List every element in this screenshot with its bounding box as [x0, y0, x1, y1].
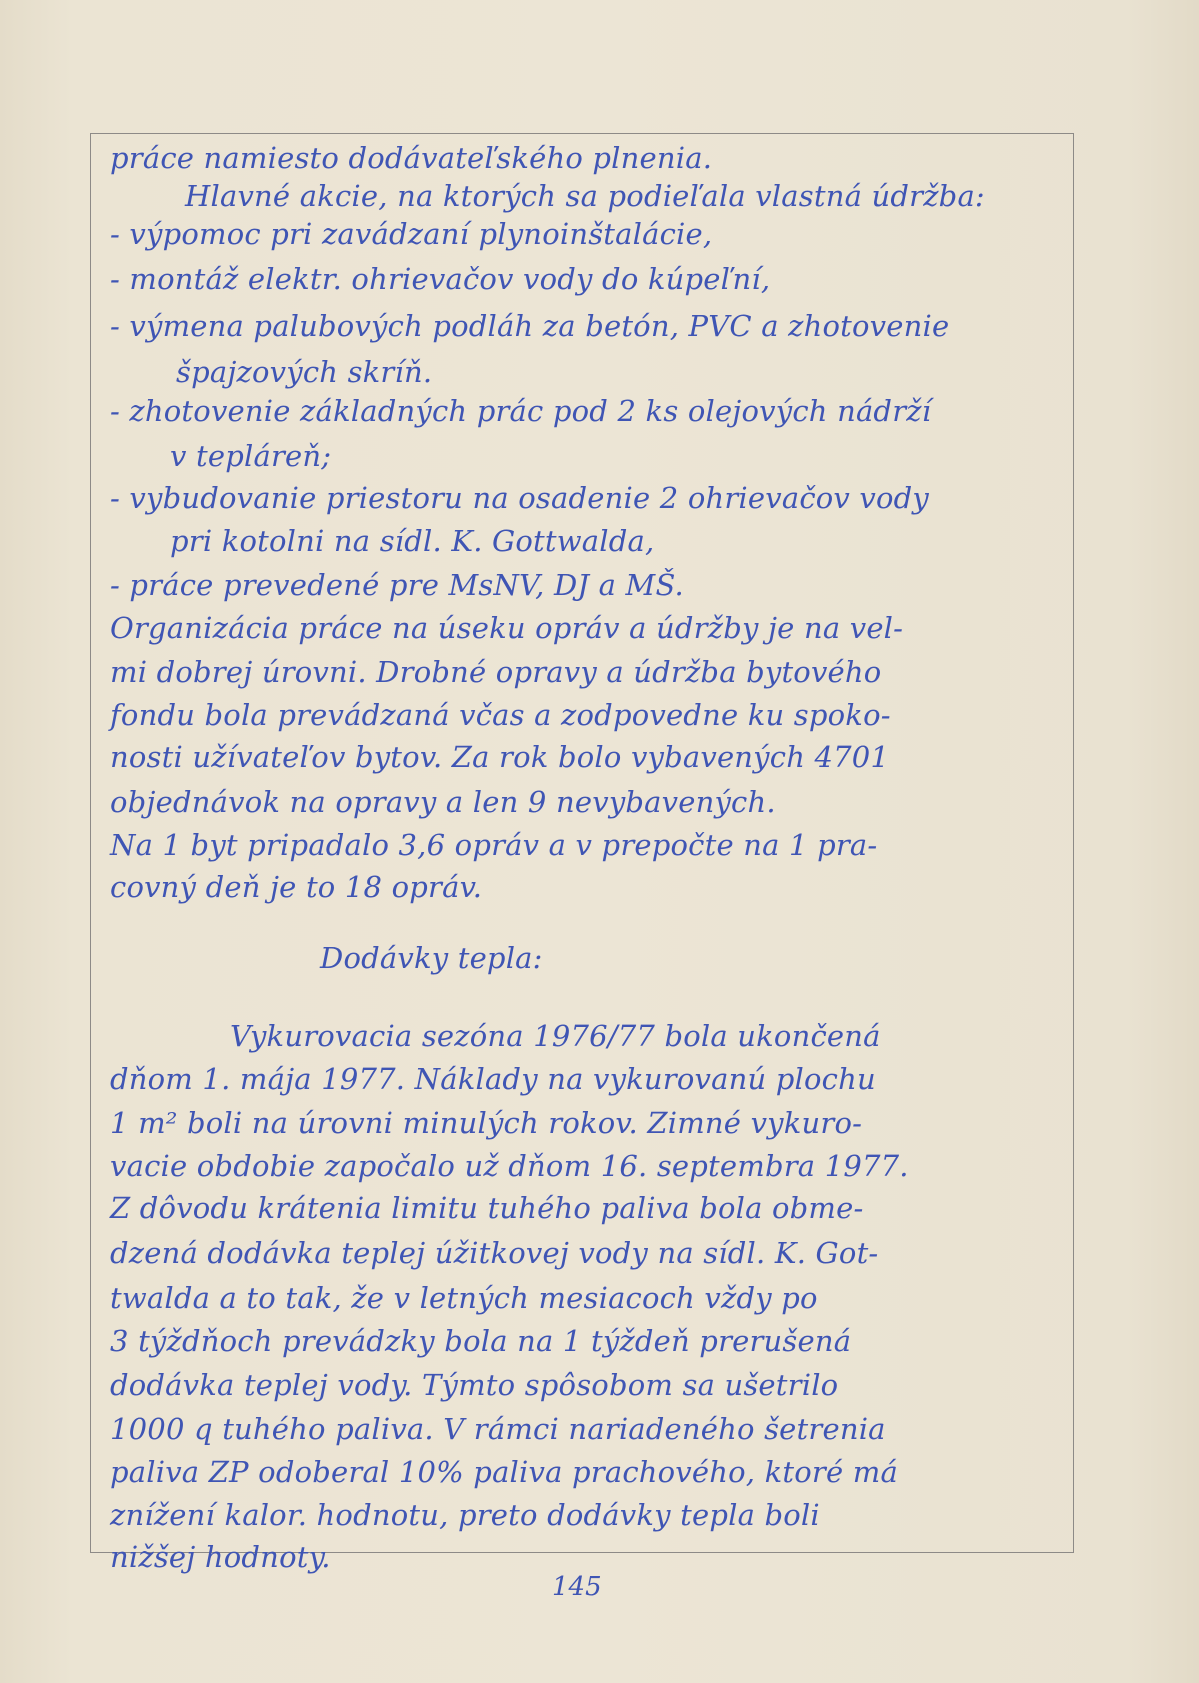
text-line: práce namiesto dodávateľského plnenia. [110, 141, 713, 175]
text-line: 1000 q tuhého paliva. V rámci nariadeného šetrenia [110, 1412, 886, 1446]
text-line: covný deň je to 18 opráv. [110, 870, 483, 904]
text-line: dňom 1. mája 1977. Náklady na vykurovanú plochu [110, 1062, 876, 1096]
text-line: 1 m² boli na úrovni minulých rokov. Zimné vykuro- [110, 1106, 863, 1140]
text-line: - práce prevedené pre MsNV, DJ a MŠ. [110, 568, 684, 602]
text-line: v tepláreň; [170, 439, 332, 473]
text-line: Vykurovacia sezóna 1976/77 bola ukončená [230, 1019, 881, 1053]
text-line: twalda a to tak, že v letných mesiacoch vždy po [110, 1281, 818, 1315]
text-line: Dodávky tepla: [320, 941, 543, 975]
text-line: - výmena palubových podláh za betón, PVC a zhotovenie [110, 309, 950, 343]
text-line: špajzových skríň. [176, 355, 433, 389]
text-line: paliva ZP odoberal 10% paliva prachového, ktoré má [110, 1455, 898, 1489]
text-line: objednávok na opravy a len 9 nevybavených. [110, 785, 776, 819]
text-line: nosti užívateľov bytov. Za rok bolo vybavených 4701 [110, 740, 890, 774]
text-line: nižšej hodnoty. [110, 1540, 331, 1574]
text-line: Hlavné akcie, na ktorých sa podieľala vlastná údržba: [185, 179, 985, 213]
text-line: znížení kalor. hodnotu, preto dodávky tepla boli [110, 1498, 820, 1532]
text-line: pri kotolni na sídl. K. Gottwalda, [170, 524, 655, 558]
text-line: - montáž elektr. ohrievačov vody do kúpeľní, [110, 262, 771, 296]
text-line: - výpomoc pri zavádzaní plynoinštalácie, [110, 217, 713, 251]
text-line: - vybudovanie priestoru na osadenie 2 ohrievačov vody [110, 481, 930, 515]
text-line: dodávka teplej vody. Týmto spôsobom sa ušetrilo [110, 1368, 839, 1402]
text-line: fondu bola prevádzaná včas a zodpovedne ku spoko- [110, 698, 891, 732]
text-line: Organizácia práce na úseku opráv a údržby je na vel- [110, 611, 904, 645]
text-line: Z dôvodu krátenia limitu tuhého paliva bola obme- [110, 1191, 864, 1225]
page-number: 145 [552, 1572, 602, 1602]
text-line: Na 1 byt pripadalo 3,6 opráv a v prepočte na 1 pra- [110, 828, 878, 862]
text-line: mi dobrej úrovni. Drobné opravy a údržba bytového [110, 655, 882, 689]
text-line: - zhotovenie základných prác pod 2 ks olejových nádrží [110, 394, 932, 428]
text-line: 3 týždňoch prevádzky bola na 1 týždeň prerušená [110, 1324, 852, 1358]
text-line: dzená dodávka teplej úžitkovej vody na sídl. K. Got- [110, 1236, 879, 1270]
text-line: vacie obdobie započalo už dňom 16. septembra 1977. [110, 1149, 909, 1183]
